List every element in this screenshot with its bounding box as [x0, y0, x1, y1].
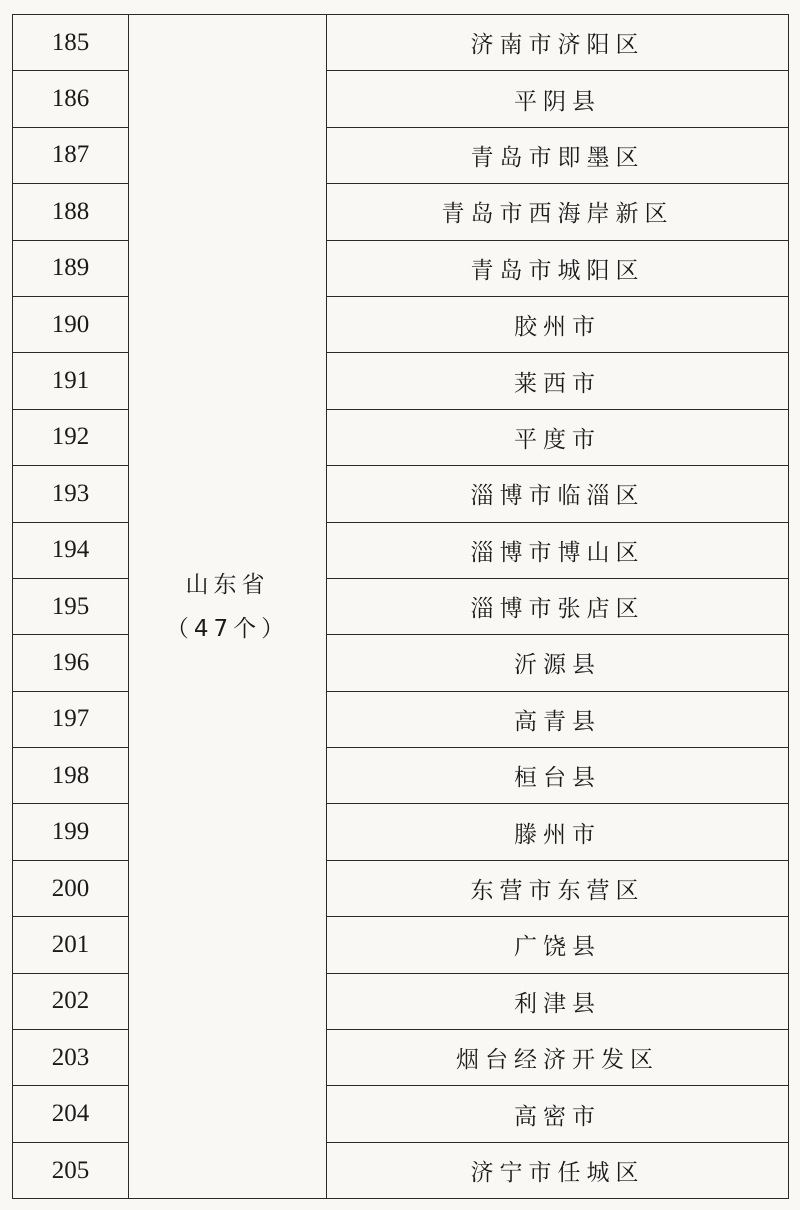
- row-number: 189: [13, 240, 129, 296]
- county-name: 莱西市: [327, 353, 789, 409]
- row-number: 202: [13, 973, 129, 1029]
- row-number: 196: [13, 635, 129, 691]
- row-number: 187: [13, 127, 129, 183]
- county-name: 青岛市即墨区: [327, 127, 789, 183]
- county-list-table: [12, 14, 789, 1199]
- row-number: 193: [13, 466, 129, 522]
- county-name: 淄博市博山区: [327, 522, 789, 578]
- row-number: 190: [13, 296, 129, 352]
- row-number: 199: [13, 804, 129, 860]
- row-number: 188: [13, 184, 129, 240]
- county-name: 高青县: [327, 691, 789, 747]
- county-name: 淄博市张店区: [327, 578, 789, 634]
- county-name: 淄博市临淄区: [327, 466, 789, 522]
- row-number: 185: [13, 15, 129, 71]
- row-number: 198: [13, 748, 129, 804]
- county-name: 滕州市: [327, 804, 789, 860]
- province-count: （47个）: [165, 615, 290, 642]
- row-number: 203: [13, 1030, 129, 1086]
- row-number: 186: [13, 71, 129, 127]
- row-number: 201: [13, 917, 129, 973]
- county-name: 烟台经济开发区: [327, 1030, 789, 1086]
- county-name: 青岛市城阳区: [327, 240, 789, 296]
- county-name: 利津县: [327, 973, 789, 1029]
- county-name: 济宁市任城区: [327, 1142, 789, 1198]
- row-number: 195: [13, 578, 129, 634]
- county-name: 平阴县: [327, 71, 789, 127]
- county-name: 高密市: [327, 1086, 789, 1142]
- table-row: [13, 15, 789, 71]
- county-name: 广饶县: [327, 917, 789, 973]
- province-name: 山东省: [185, 571, 270, 598]
- row-number: 205: [13, 1142, 129, 1198]
- row-number: 192: [13, 409, 129, 465]
- table-body: [13, 15, 789, 1199]
- row-number: 194: [13, 522, 129, 578]
- county-name: 平度市: [327, 409, 789, 465]
- row-number: 197: [13, 691, 129, 747]
- row-number: 204: [13, 1086, 129, 1142]
- row-number: 200: [13, 860, 129, 916]
- row-number: 191: [13, 353, 129, 409]
- county-name: 胶州市: [327, 296, 789, 352]
- county-name: 沂源县: [327, 635, 789, 691]
- province-cell: [129, 15, 327, 1199]
- county-name: 青岛市西海岸新区: [327, 184, 789, 240]
- county-name: 东营市东营区: [327, 860, 789, 916]
- county-name: 桓台县: [327, 748, 789, 804]
- county-name: 济南市济阳区: [327, 15, 789, 71]
